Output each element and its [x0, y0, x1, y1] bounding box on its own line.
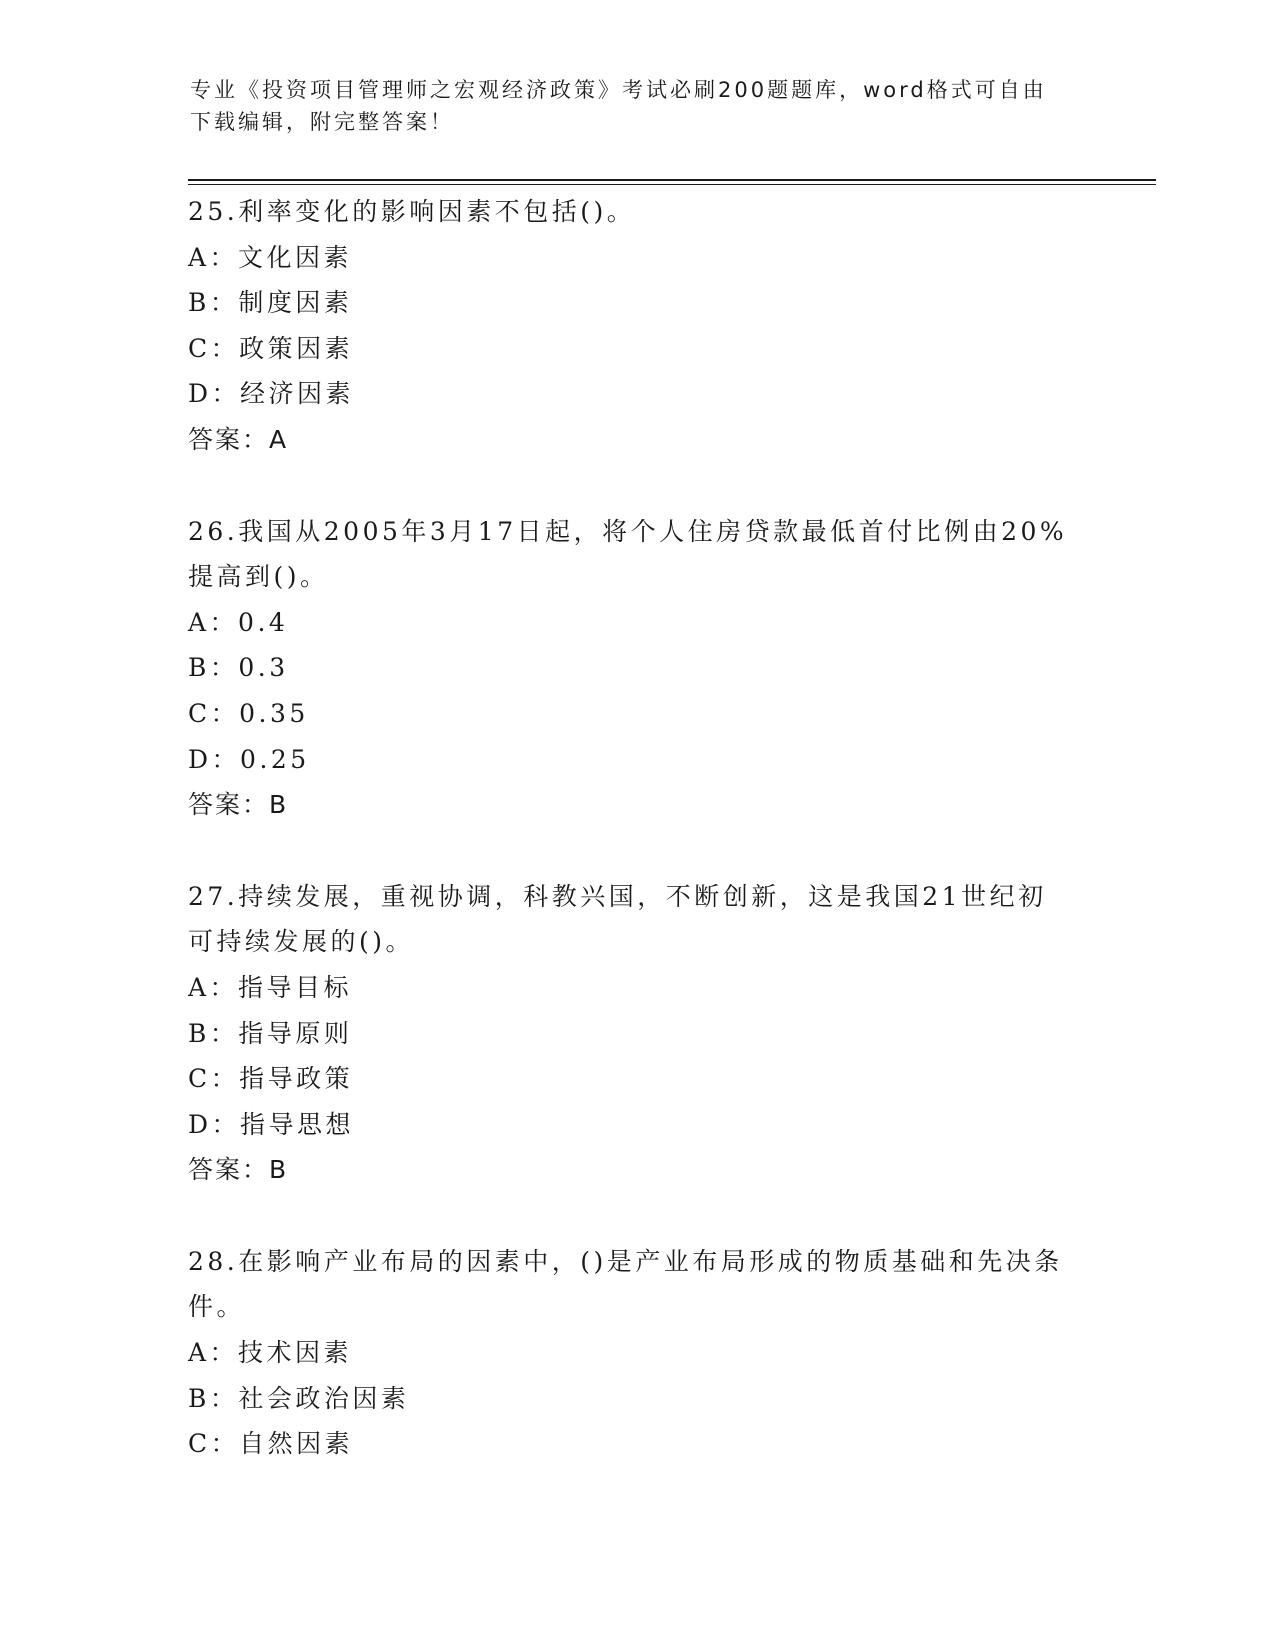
document-header — [190, 74, 1070, 138]
header-line-2: 下载编辑，附完整答案！ — [190, 110, 454, 134]
question-text: 25.利率变化的影响因素不包括()。 — [188, 197, 636, 226]
answer: 答案：B — [188, 790, 289, 820]
header-divider-thin — [188, 184, 1156, 185]
option-d: D：经济因素 — [188, 379, 355, 409]
option-c: C：政策因素 — [188, 333, 354, 363]
question-25 — [188, 189, 1088, 463]
option-b: B：制度因素 — [188, 288, 353, 318]
option-b: B：社会政治因素 — [188, 1383, 410, 1413]
header-divider-thick — [188, 179, 1156, 181]
header-line-1: 专业《投资项目管理师之宏观经济政策》考试必刷200题题库，word格式可自由 — [190, 78, 1047, 102]
option-d: D：0.25 — [188, 744, 310, 774]
question-text: 28.在影响产业布局的因素中，()是产业布局形成的物质基础和先决条件。 — [188, 1246, 1063, 1322]
option-b: B：0.3 — [188, 653, 289, 683]
question-list — [188, 189, 1088, 1513]
option-d: D：指导思想 — [188, 1109, 355, 1139]
option-a: A：指导目标 — [188, 972, 353, 1002]
option-a: A：0.4 — [188, 607, 289, 637]
option-b: B：指导原则 — [188, 1018, 353, 1048]
option-c: C：0.35 — [188, 698, 309, 728]
answer: 答案：B — [188, 1155, 289, 1185]
question-text: 27.持续发展，重视协调，科教兴国，不断创新，这是我国21世纪初可持续发展的()。 — [188, 881, 1047, 957]
question-27 — [188, 874, 1088, 1193]
option-a: A：技术因素 — [188, 1338, 353, 1368]
question-text: 26.我国从2005年3月17日起，将个人住房贷款最低首付比例由20%提高到()。 — [188, 516, 1068, 592]
question-26 — [188, 509, 1088, 828]
option-c: C：自然因素 — [188, 1429, 354, 1459]
question-28 — [188, 1239, 1088, 1467]
answer: 答案：A — [188, 424, 289, 454]
option-c: C：指导政策 — [188, 1064, 354, 1094]
option-a: A：文化因素 — [188, 242, 353, 272]
